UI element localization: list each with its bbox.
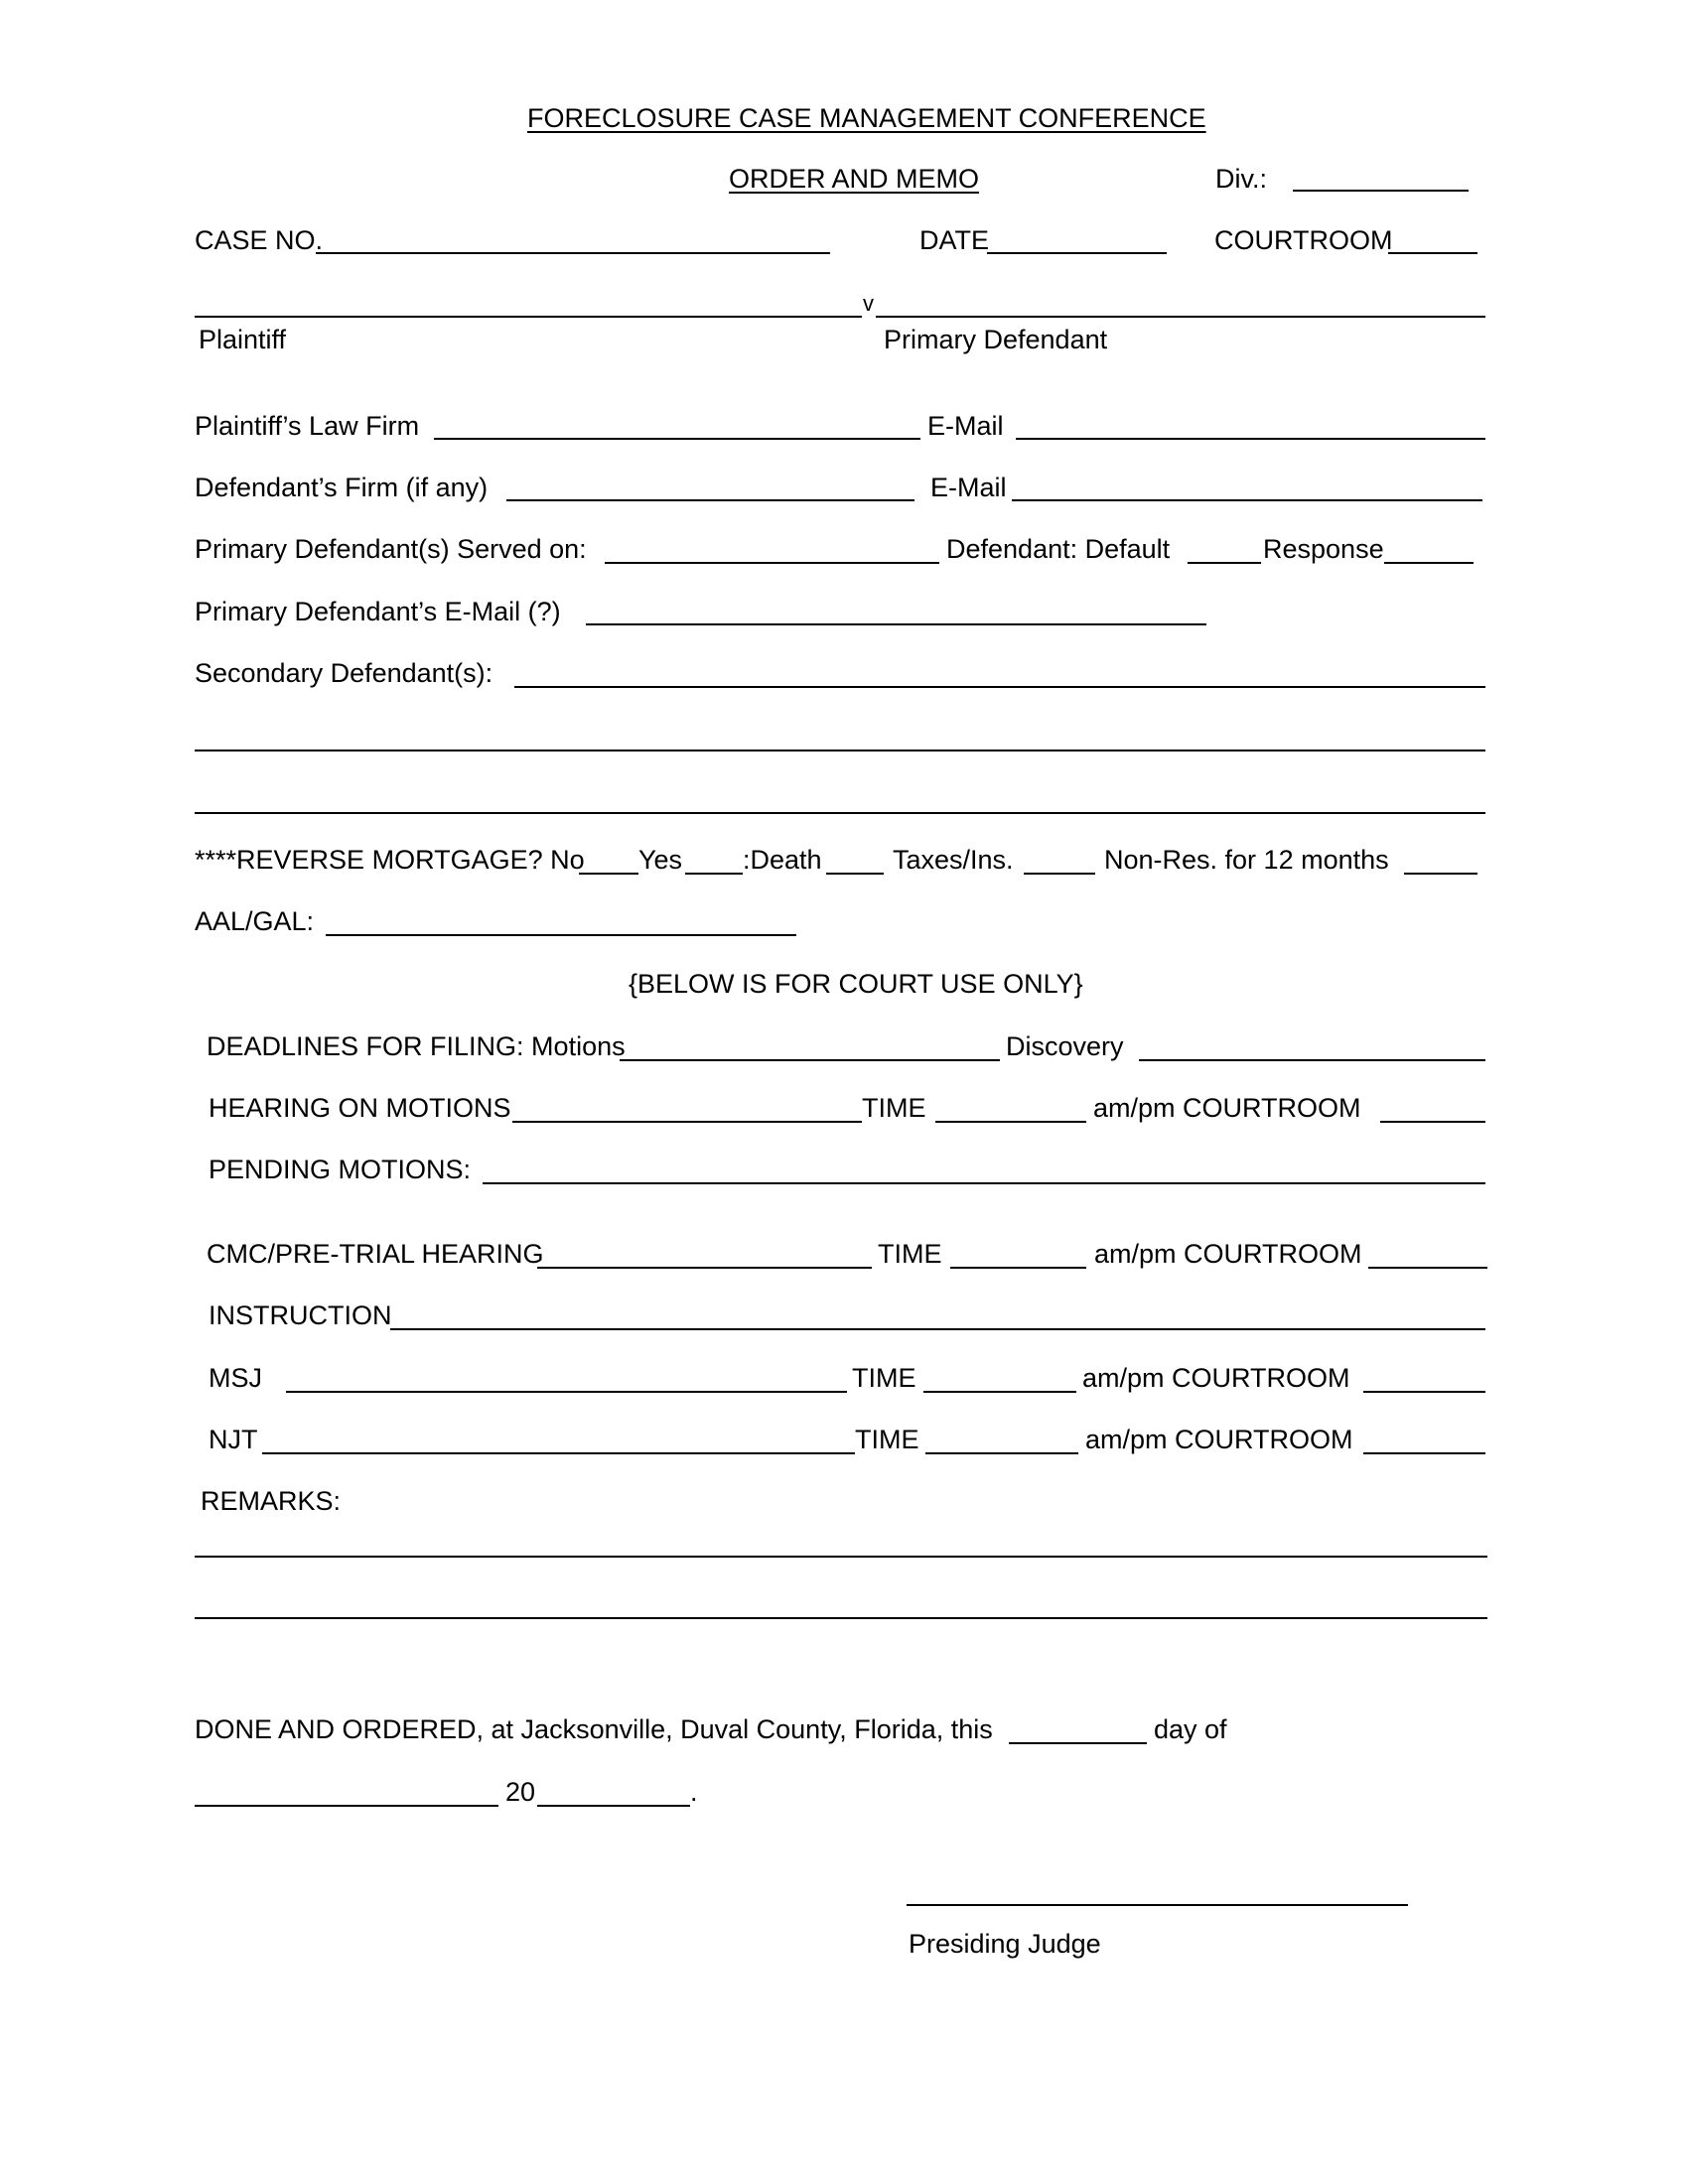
msj-courtroom-field[interactable] (1363, 1391, 1485, 1393)
done-and-ordered-text: DONE AND ORDERED, at Jacksonville, Duval County, Florida, this (195, 1714, 993, 1744)
deadlines-label: DEADLINES FOR FILING: Motions (207, 1031, 626, 1061)
judge-signature-line[interactable] (907, 1904, 1408, 1906)
msj-date-field[interactable] (286, 1391, 847, 1393)
njt-time-label: TIME (855, 1425, 919, 1454)
cmc-courtroom-field[interactable] (1368, 1267, 1487, 1269)
defendant-email-field[interactable] (1012, 499, 1482, 501)
plaintiff-email-field[interactable] (1016, 438, 1485, 440)
cmc-time-field[interactable] (950, 1267, 1086, 1269)
secondary-defendants-field-3[interactable] (195, 812, 1485, 814)
presiding-judge-label: Presiding Judge (909, 1929, 1101, 1959)
motions-deadline-field[interactable] (620, 1059, 1000, 1061)
primary-defendant-field[interactable] (876, 316, 1485, 318)
remarks-field-2[interactable] (195, 1617, 1487, 1619)
rm-death-label: :Death (743, 845, 822, 875)
msj-time-field[interactable] (923, 1391, 1076, 1393)
plaintiff-field[interactable] (195, 316, 862, 318)
secondary-defendants-field-2[interactable] (195, 750, 1485, 751)
pending-motions-field[interactable] (483, 1182, 1485, 1184)
month-field[interactable] (195, 1805, 498, 1807)
year-field[interactable] (537, 1805, 690, 1807)
discovery-deadline-field[interactable] (1139, 1059, 1485, 1061)
cmc-pretrial-label: CMC/PRE-TRIAL HEARING (207, 1239, 544, 1269)
pending-motions-label: PENDING MOTIONS: (209, 1155, 472, 1184)
rm-yes-label: Yes (638, 845, 683, 875)
case-no-label: CASE NO. (195, 225, 324, 255)
hearing-on-motions-label: HEARING ON MOTIONS (209, 1093, 511, 1123)
served-on-label: Primary Defendant(s) Served on: (195, 534, 587, 564)
defendant-firm-field[interactable] (506, 499, 914, 501)
aal-gal-field[interactable] (326, 934, 796, 936)
court-use-heading: {BELOW IS FOR COURT USE ONLY} (629, 969, 1083, 999)
div-field[interactable] (1293, 190, 1469, 192)
instruction-field[interactable] (390, 1328, 1485, 1330)
div-label: Div.: (1215, 164, 1267, 194)
versus-label: v (863, 291, 874, 316)
plaintiff-law-firm-label: Plaintiff’s Law Firm (195, 411, 420, 441)
njt-date-field[interactable] (262, 1452, 855, 1454)
rm-death-field[interactable] (826, 873, 884, 875)
day-of-label: day of (1154, 1714, 1227, 1744)
rm-taxes-label: Taxes/Ins. (893, 845, 1014, 875)
remarks-field-1[interactable] (195, 1556, 1487, 1558)
njt-courtroom-field[interactable] (1363, 1452, 1485, 1454)
courtroom-label: COURTROOM (1214, 225, 1393, 255)
form-subtitle: ORDER AND MEMO (729, 164, 980, 194)
date-field[interactable] (987, 252, 1167, 254)
hearing-courtroom-field[interactable] (1380, 1121, 1485, 1123)
remarks-label: REMARKS: (201, 1486, 342, 1516)
secondary-defendants-label: Secondary Defendant(s): (195, 658, 493, 688)
primary-defendant-label: Primary Defendant (884, 325, 1108, 354)
year-prefix: 20 (505, 1777, 536, 1807)
rm-nonres-field[interactable] (1404, 873, 1477, 875)
defendant-default-label: Defendant: Default (946, 534, 1171, 564)
hearing-date-field[interactable] (512, 1121, 862, 1123)
hearing-time-label: TIME (862, 1093, 926, 1123)
reverse-mortgage-label: ****REVERSE MORTGAGE? No (195, 845, 585, 875)
rm-yes-field[interactable] (685, 873, 743, 875)
cmc-time-label: TIME (878, 1239, 942, 1269)
defendant-firm-label: Defendant’s Firm (if any) (195, 473, 489, 502)
msj-ampm-courtroom-label: am/pm COURTROOM (1082, 1363, 1350, 1393)
msj-time-label: TIME (852, 1363, 916, 1393)
cmc-ampm-courtroom-label: am/pm COURTROOM (1094, 1239, 1362, 1269)
form-title: FORECLOSURE CASE MANAGEMENT CONFERENCE (527, 103, 1206, 133)
plaintiff-email-label: E-Mail (927, 411, 1004, 441)
day-field[interactable] (1009, 1742, 1147, 1744)
default-field[interactable] (1188, 562, 1261, 564)
cmc-date-field[interactable] (537, 1267, 872, 1269)
njt-label: NJT (209, 1425, 258, 1454)
instruction-label: INSTRUCTION (209, 1300, 392, 1330)
primary-def-email-field[interactable] (586, 623, 1206, 625)
njt-time-field[interactable] (925, 1452, 1078, 1454)
response-field[interactable] (1384, 562, 1474, 564)
hearing-time-field[interactable] (935, 1121, 1086, 1123)
courtroom-field[interactable] (1388, 252, 1477, 254)
defendant-email-label: E-Mail (930, 473, 1007, 502)
rm-no-field[interactable] (579, 873, 638, 875)
served-on-field[interactable] (605, 562, 939, 564)
order-period: . (690, 1777, 698, 1807)
hearing-ampm-courtroom-label: am/pm COURTROOM (1093, 1093, 1361, 1123)
response-label: Response (1263, 534, 1384, 564)
discovery-label: Discovery (1006, 1031, 1124, 1061)
rm-nonres-label: Non-Res. for 12 months (1104, 845, 1389, 875)
msj-label: MSJ (209, 1363, 262, 1393)
rm-taxes-field[interactable] (1024, 873, 1095, 875)
aal-gal-label: AAL/GAL: (195, 906, 315, 936)
njt-ampm-courtroom-label: am/pm COURTROOM (1085, 1425, 1353, 1454)
primary-def-email-label: Primary Defendant’s E-Mail (?) (195, 597, 561, 626)
plaintiff-law-firm-field[interactable] (434, 438, 920, 440)
case-no-field[interactable] (316, 252, 830, 254)
date-label: DATE (919, 225, 990, 255)
plaintiff-label: Plaintiff (199, 325, 287, 354)
secondary-defendants-field-1[interactable] (514, 686, 1485, 688)
